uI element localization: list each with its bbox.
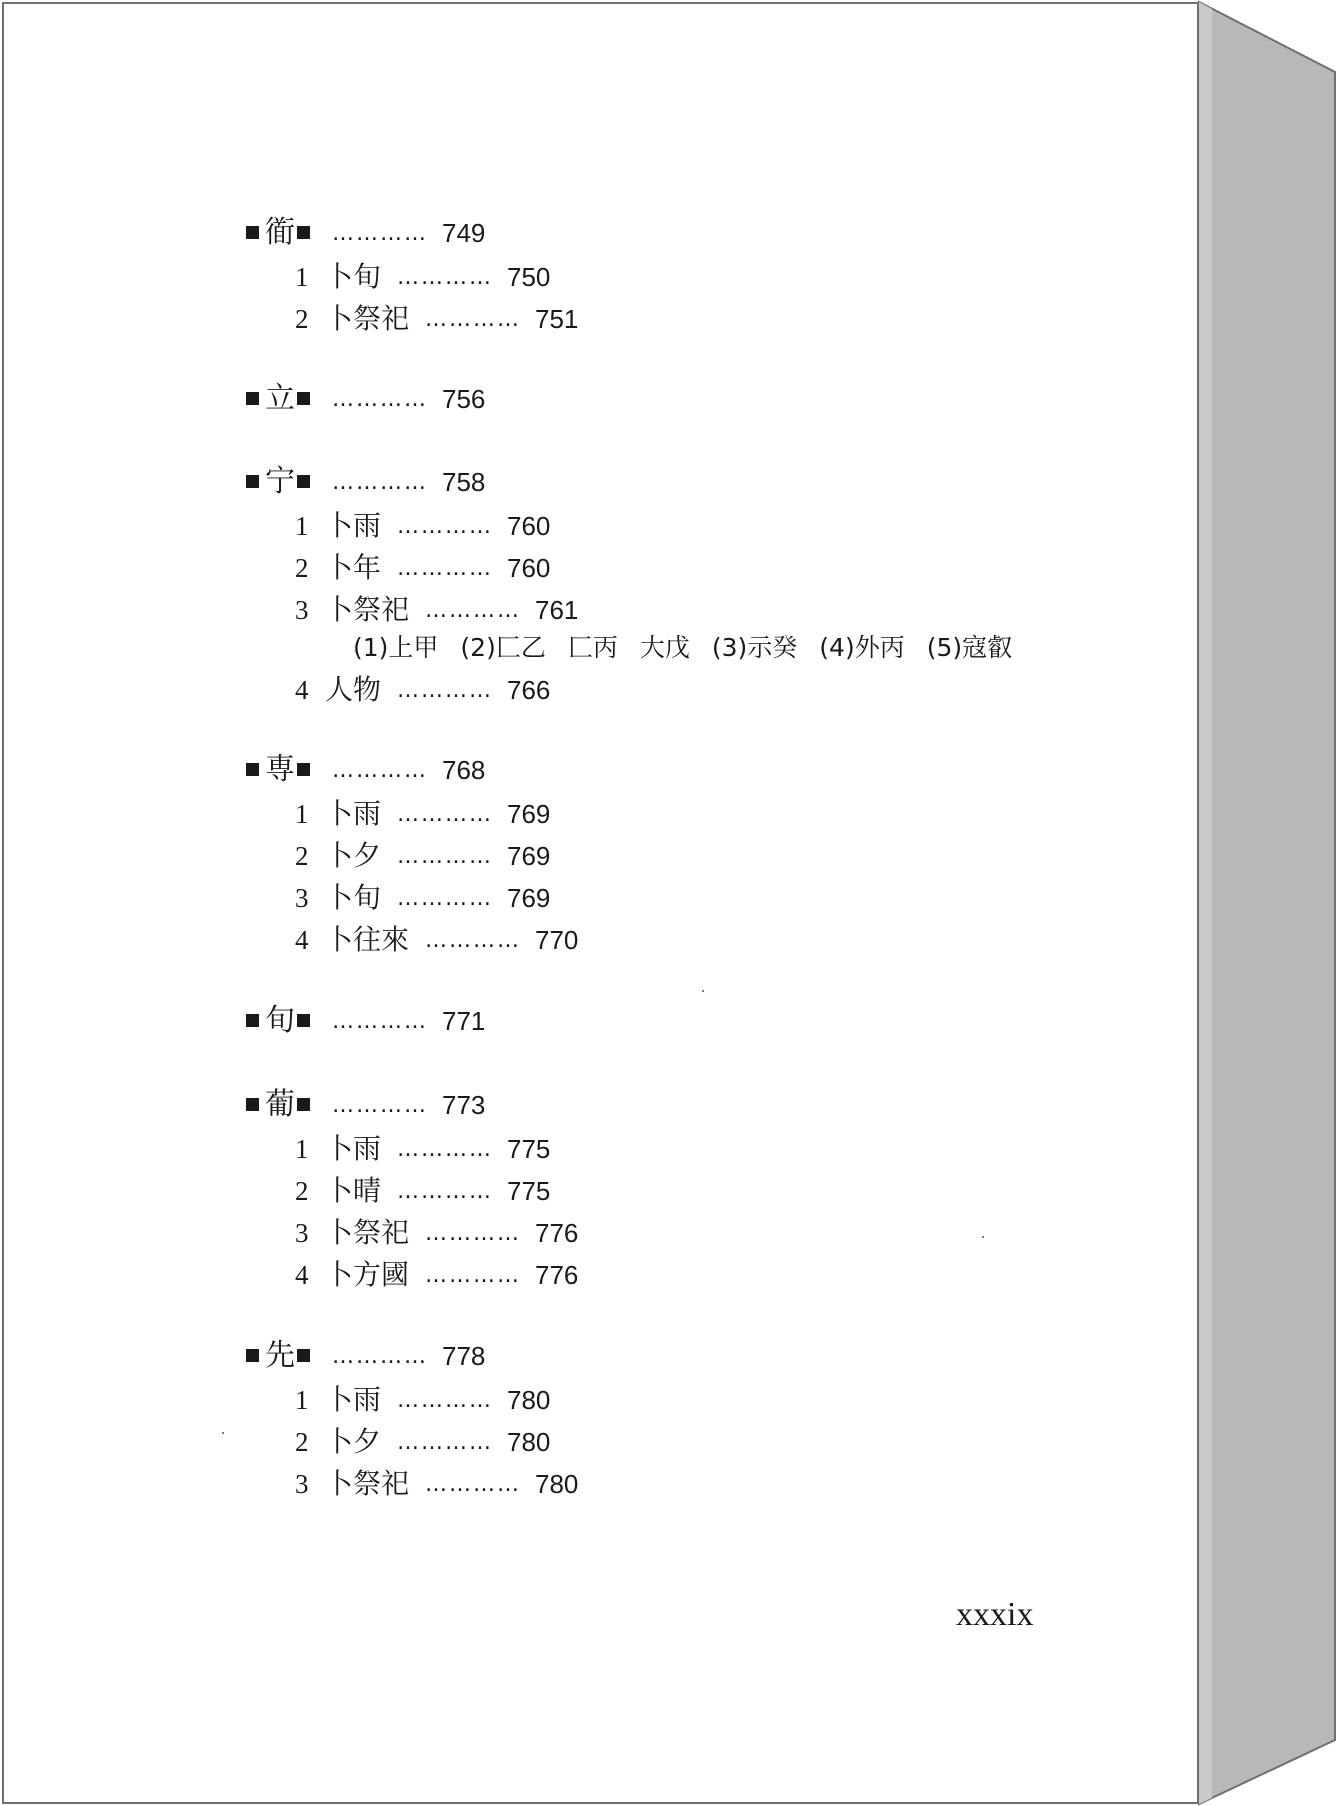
- toc-section-heading: [244, 1001, 485, 1041]
- toc-subentry: [295, 590, 578, 630]
- section-page-number: 756: [442, 384, 486, 414]
- toc-subentry: [295, 299, 578, 339]
- square-bullet-icon: [246, 392, 259, 405]
- subentry-number: 3: [295, 1218, 309, 1248]
- subentry-page-number: 760: [507, 511, 551, 541]
- subentry-label: 人物: [325, 673, 382, 706]
- subentry-number: 2: [295, 1176, 309, 1206]
- square-bullet-icon: [246, 475, 259, 488]
- subentry-page-number: 760: [507, 553, 551, 583]
- note-entry: 大戊: [639, 633, 690, 662]
- subentry-label: 卜祭祀: [325, 1467, 410, 1500]
- section-title: 衜: [265, 215, 295, 250]
- toc-section-heading: [244, 462, 485, 502]
- subentry-label: 卜雨: [325, 509, 382, 542]
- subentry-page-number: 770: [535, 925, 579, 955]
- subentry-page-number: 776: [535, 1260, 579, 1290]
- toc-subentry-note: [353, 628, 1034, 668]
- dot-leader: …………: [397, 1388, 494, 1413]
- toc-subentry: [295, 1464, 578, 1504]
- book-edge-face: [1199, 2, 1335, 1804]
- dot-leader: …………: [397, 886, 494, 911]
- toc-subentry: [295, 1171, 550, 1211]
- square-bullet-icon: [297, 1014, 310, 1027]
- section-page-number: 773: [442, 1090, 486, 1120]
- toc-section-heading: [244, 379, 485, 419]
- dot-leader: …………: [332, 758, 428, 783]
- page-speck: [222, 1432, 224, 1434]
- dot-leader: …………: [397, 1137, 494, 1162]
- section-page-number: 768: [442, 755, 486, 785]
- section-title: 先: [265, 1338, 295, 1373]
- square-bullet-icon: [297, 1349, 310, 1362]
- subentry-label: 卜夕: [325, 839, 382, 872]
- dot-leader: …………: [397, 265, 494, 290]
- footer-page-number: xxxix: [956, 1596, 1034, 1633]
- dot-leader: …………: [425, 1472, 522, 1497]
- toc-subentry: [295, 257, 550, 297]
- page-speck: [982, 1236, 984, 1238]
- dot-leader: …………: [397, 802, 494, 827]
- square-bullet-icon: [297, 226, 310, 239]
- subentry-number: 4: [295, 925, 309, 955]
- note-entry: 匚丙: [567, 633, 618, 662]
- dot-leader: …………: [425, 598, 522, 623]
- subentry-page-number: 775: [507, 1176, 551, 1206]
- toc-subentry: [295, 1255, 578, 1295]
- subentry-label: 卜祭祀: [325, 593, 410, 626]
- subentry-label: 卜旬: [325, 260, 382, 293]
- toc-subentry: [295, 1213, 578, 1253]
- subentry-page-number: 780: [535, 1469, 579, 1499]
- subentry-page-number: 769: [507, 883, 551, 913]
- dot-leader: …………: [397, 556, 494, 581]
- dot-leader: …………: [397, 1179, 494, 1204]
- subentry-page-number: 780: [507, 1385, 551, 1415]
- note-entry: (3)示癸: [711, 633, 798, 662]
- dot-leader: …………: [332, 221, 428, 246]
- section-page-number: 778: [442, 1341, 486, 1371]
- section-page-number: 771: [442, 1006, 486, 1036]
- square-bullet-icon: [246, 763, 259, 776]
- square-bullet-icon: [246, 1098, 259, 1111]
- toc-section-heading: [244, 750, 485, 790]
- note-entry: (4)外丙: [819, 633, 905, 662]
- square-bullet-icon: [297, 763, 310, 776]
- subentry-label: 卜雨: [325, 797, 382, 830]
- subentry-number: 3: [295, 1469, 309, 1499]
- section-title: 宁: [265, 464, 295, 499]
- subentry-number: 1: [295, 511, 309, 541]
- toc-subentry: [295, 1129, 550, 1169]
- subentry-page-number: 750: [507, 262, 551, 292]
- section-title: 旬: [265, 1003, 295, 1038]
- section-title: 立: [265, 381, 295, 416]
- subentry-label: 卜旬: [325, 881, 382, 914]
- subentry-page-number: 775: [507, 1134, 551, 1164]
- dot-leader: …………: [425, 1263, 522, 1288]
- dot-leader: …………: [397, 678, 494, 703]
- subentry-number: 2: [295, 304, 309, 334]
- dot-leader: …………: [397, 1430, 494, 1455]
- subentry-number: 1: [295, 1134, 309, 1164]
- subentry-label: 卜方國: [325, 1258, 410, 1291]
- toc-subentry: [295, 506, 550, 546]
- toc-subentry: [295, 794, 550, 834]
- subentry-label: 卜雨: [325, 1383, 382, 1416]
- note-entry: (2)匚乙: [460, 633, 546, 662]
- subentry-label: 卜雨: [325, 1132, 382, 1165]
- note-entry: (5)寇叡: [926, 633, 1013, 662]
- dot-leader: …………: [425, 1221, 522, 1246]
- section-page-number: 749: [442, 218, 486, 248]
- subentry-page-number: 769: [507, 841, 551, 871]
- subentry-label: 卜祭祀: [325, 1216, 410, 1249]
- subentry-number: 4: [295, 675, 309, 705]
- section-title: 葡: [265, 1087, 295, 1122]
- section-page-number: 758: [442, 467, 486, 497]
- subentry-number: 3: [295, 883, 309, 913]
- dot-leader: …………: [332, 1344, 428, 1369]
- square-bullet-icon: [297, 1098, 310, 1111]
- subentry-number: 2: [295, 1427, 309, 1457]
- toc-subentry: [295, 836, 550, 876]
- square-bullet-icon: [246, 1349, 259, 1362]
- dot-leader: …………: [425, 928, 522, 953]
- toc-subentry: [295, 670, 550, 710]
- square-bullet-icon: [246, 1014, 259, 1027]
- subentry-page-number: 769: [507, 799, 551, 829]
- subentry-label: 卜夕: [325, 1425, 382, 1458]
- subentry-page-number: 751: [535, 304, 579, 334]
- square-bullet-icon: [297, 475, 310, 488]
- dot-leader: …………: [332, 470, 428, 495]
- toc-subentry: [295, 920, 578, 960]
- square-bullet-icon: [297, 392, 310, 405]
- square-bullet-icon: [246, 226, 259, 239]
- subentry-label: 卜晴: [325, 1174, 382, 1207]
- subentry-page-number: 780: [507, 1427, 551, 1457]
- subentry-number: 1: [295, 262, 309, 292]
- subentry-page-number: 761: [535, 595, 579, 625]
- toc-section-heading: [244, 1336, 485, 1376]
- subentry-number: 1: [295, 799, 309, 829]
- subentry-number: 3: [295, 595, 309, 625]
- toc-subentry: [295, 1422, 550, 1462]
- dot-leader: …………: [332, 387, 428, 412]
- subentry-page-number: 766: [507, 675, 551, 705]
- subentry-label: 卜年: [325, 551, 382, 584]
- subentry-label: 卜祭祀: [325, 302, 410, 335]
- dot-leader: …………: [397, 514, 494, 539]
- book-edge-highlight: [1199, 2, 1212, 1804]
- subentry-label: 卜往來: [325, 923, 410, 956]
- dot-leader: …………: [397, 844, 494, 869]
- page-speck: [702, 990, 704, 992]
- dot-leader: …………: [332, 1093, 428, 1118]
- dot-leader: …………: [332, 1009, 428, 1034]
- toc-subentry: [295, 878, 550, 918]
- subentry-page-number: 776: [535, 1218, 579, 1248]
- toc-section-heading: [244, 1085, 485, 1125]
- toc-subentry: [295, 548, 550, 588]
- subentry-number: 4: [295, 1260, 309, 1290]
- toc-subentry: [295, 1380, 550, 1420]
- subentry-number: 2: [295, 841, 309, 871]
- toc-section-heading: [244, 213, 485, 253]
- note-entry: (1)上甲: [353, 633, 439, 662]
- subentry-number: 1: [295, 1385, 309, 1415]
- subentry-number: 2: [295, 553, 309, 583]
- dot-leader: …………: [425, 307, 522, 332]
- section-title: 専: [265, 752, 295, 787]
